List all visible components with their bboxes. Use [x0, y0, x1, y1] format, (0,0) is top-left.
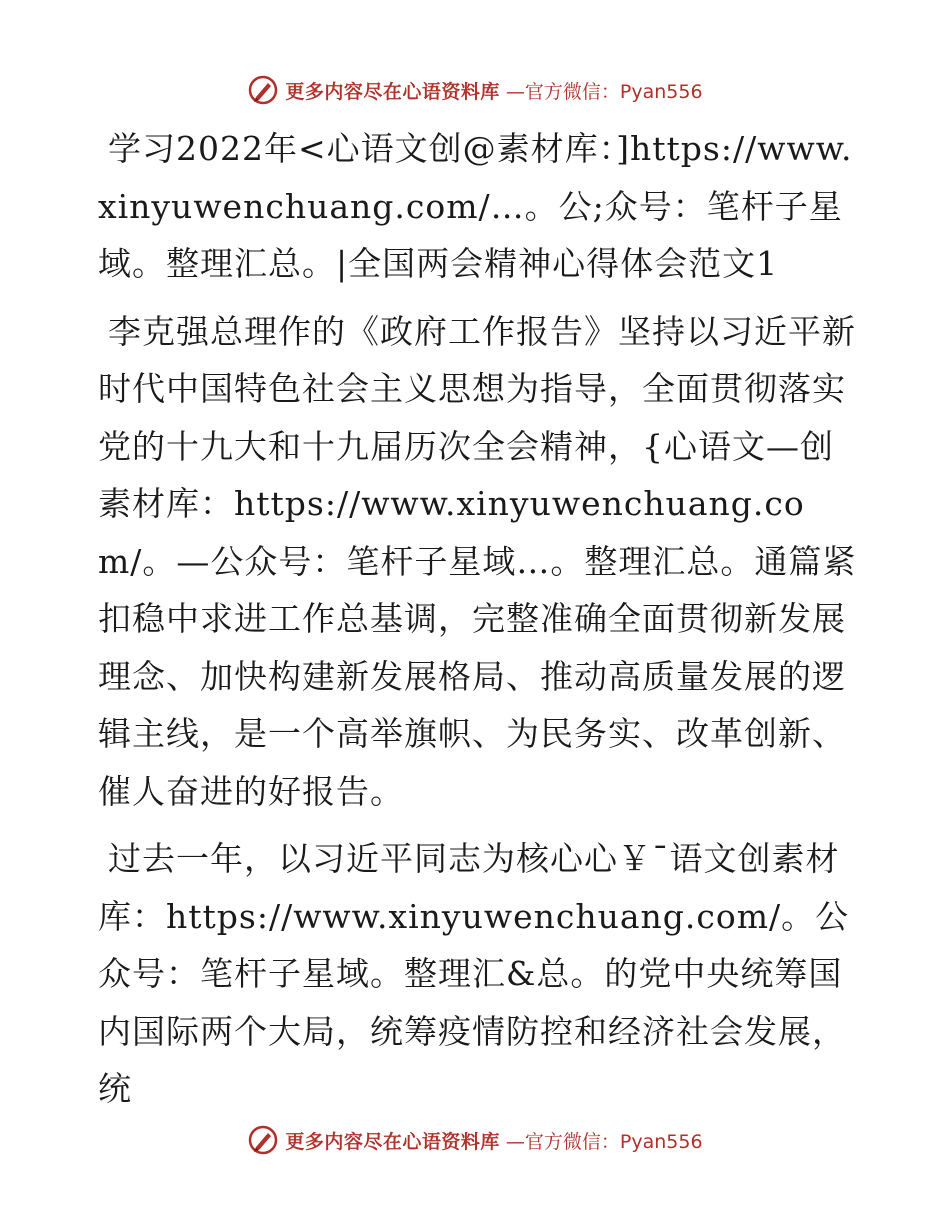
paragraph-2: 李克强总理作的《政府工作报告》坚持以习近平新时代中国特色社会主义思想为指导，全面贯彻落实党的十九大和十九届历次全会精神，{心语文—创素材库：https://www.xinyuwenchuang.com/。—公众号：笔杆子星域…。整理汇总。通篇紧扣稳中求进工作总基调，完整准确全面贯彻新发展理念、加快构建新发展格局、推动高质量发展的逻辑主线，是一个高举旗帜、为民务实、改革创新、催人奋进的好报告。	[98, 311, 857, 811]
paragraph-3: 过去一年，以习近平同志为核心心￥¯语文创素材库：https://www.xinyuwenchuang.com/。公众号：笔杆子星域。整理汇&总。的党中央统筹国内国际两个大局，统筹疫情防控和经济社会发展，统	[98, 839, 850, 1108]
footer-watermark	[0, 1120, 950, 1160]
header-watermark	[0, 70, 950, 110]
pen-logo-icon	[247, 74, 279, 106]
footer-contact-text: —官方微信：Pyan556	[505, 1130, 703, 1153]
document-body	[98, 120, 858, 1128]
header-brand-text: 更多内容尽在心语资料库	[285, 80, 500, 103]
footer-brand-text: 更多内容尽在心语资料库	[285, 1130, 500, 1153]
paragraph-1: 学习2022年<心语文创@素材库：]https://www.xinyuwenchuang.com/…。公;众号：笔杆子星域。整理汇总。|全国两会精神心得体会范文1	[98, 129, 853, 283]
header-contact-text: —官方微信：Pyan556	[505, 80, 703, 103]
pen-logo-icon	[247, 1124, 279, 1156]
